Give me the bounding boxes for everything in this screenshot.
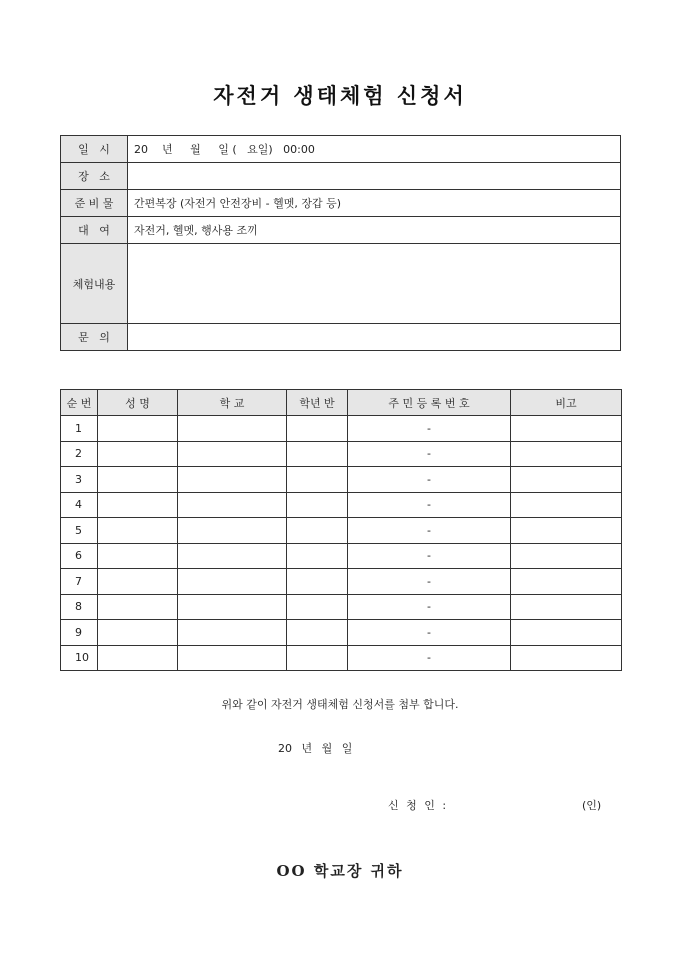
info-label: 일 시	[61, 136, 128, 163]
document-title: 자전거 생태체험 신청서	[213, 83, 467, 108]
info-row	[61, 136, 621, 163]
roster-row	[61, 441, 622, 467]
submission-statement: 위와 같이 자전거 생태체험 신청서를 첨부 합니다.	[221, 698, 459, 711]
info-label: 문 의	[61, 324, 128, 351]
remarks-cell[interactable]	[511, 467, 622, 493]
roster-column-header: 학년 반	[287, 390, 348, 416]
resident-number-cell[interactable]: -	[348, 645, 511, 671]
remarks-cell[interactable]	[511, 645, 622, 671]
school-cell[interactable]	[178, 467, 287, 493]
roster-row-number: 1	[61, 416, 98, 442]
resident-number-cell[interactable]: -	[348, 416, 511, 442]
resident-number-cell[interactable]: -	[348, 467, 511, 493]
roster-row	[61, 594, 622, 620]
info-label: 장 소	[61, 163, 128, 190]
grade-class-cell[interactable]	[287, 543, 348, 569]
info-row	[61, 324, 621, 351]
info-value[interactable]	[128, 244, 621, 324]
school-cell[interactable]	[178, 543, 287, 569]
info-row	[61, 163, 621, 190]
addressee: OO 학교장 귀하	[276, 862, 404, 880]
grade-class-cell[interactable]	[287, 620, 348, 646]
roster-row	[61, 492, 622, 518]
resident-number-cell[interactable]: -	[348, 620, 511, 646]
roster-row-number: 4	[61, 492, 98, 518]
roster-row	[61, 569, 622, 595]
school-cell[interactable]	[178, 620, 287, 646]
resident-number-cell[interactable]: -	[348, 492, 511, 518]
roster-column-header: 성 명	[98, 390, 178, 416]
school-cell[interactable]	[178, 594, 287, 620]
roster-row	[61, 620, 622, 646]
roster-row	[61, 543, 622, 569]
info-value[interactable]: 간편복장 (자전거 안전장비 - 헬멧, 장갑 등)	[128, 190, 621, 217]
info-value[interactable]: 자전거, 헬멧, 행사용 조끼	[128, 217, 621, 244]
name-cell[interactable]	[98, 518, 178, 544]
info-value[interactable]	[128, 324, 621, 351]
remarks-cell[interactable]	[511, 441, 622, 467]
grade-class-cell[interactable]	[287, 569, 348, 595]
school-cell[interactable]	[178, 645, 287, 671]
roster-row-number: 8	[61, 594, 98, 620]
info-row	[61, 190, 621, 217]
grade-class-cell[interactable]	[287, 416, 348, 442]
roster-row	[61, 467, 622, 493]
roster-column-header: 순 번	[61, 390, 98, 416]
roster-column-header: 비고	[511, 390, 622, 416]
roster-row-number: 9	[61, 620, 98, 646]
name-cell[interactable]	[98, 441, 178, 467]
roster-row	[61, 518, 622, 544]
info-row	[61, 244, 621, 324]
name-cell[interactable]	[98, 594, 178, 620]
school-cell[interactable]	[178, 416, 287, 442]
grade-class-cell[interactable]	[287, 645, 348, 671]
grade-class-cell[interactable]	[287, 467, 348, 493]
grade-class-cell[interactable]	[287, 441, 348, 467]
participant-roster-table	[60, 389, 622, 671]
info-row	[61, 217, 621, 244]
roster-row-number: 5	[61, 518, 98, 544]
name-cell[interactable]	[98, 645, 178, 671]
event-info-table	[60, 135, 621, 351]
resident-number-cell[interactable]: -	[348, 441, 511, 467]
roster-row-number: 6	[61, 543, 98, 569]
info-label: 대 여	[61, 217, 128, 244]
remarks-cell[interactable]	[511, 543, 622, 569]
grade-class-cell[interactable]	[287, 492, 348, 518]
grade-class-cell[interactable]	[287, 594, 348, 620]
name-cell[interactable]	[98, 569, 178, 595]
resident-number-cell[interactable]: -	[348, 543, 511, 569]
remarks-cell[interactable]	[511, 492, 622, 518]
info-label: 준 비 물	[61, 190, 128, 217]
school-cell[interactable]	[178, 518, 287, 544]
info-label: 체험내용	[61, 244, 128, 324]
roster-row-number: 10	[61, 645, 98, 671]
name-cell[interactable]	[98, 620, 178, 646]
applicant-label: 신 청 인 :	[388, 799, 449, 812]
school-cell[interactable]	[178, 569, 287, 595]
roster-row-number: 2	[61, 441, 98, 467]
info-value[interactable]: 20 년 월 일 ( 요일) 00:00	[128, 136, 621, 163]
school-cell[interactable]	[178, 492, 287, 518]
remarks-cell[interactable]	[511, 569, 622, 595]
application-date: 20 년 월 일	[278, 742, 353, 755]
remarks-cell[interactable]	[511, 620, 622, 646]
roster-row-number: 3	[61, 467, 98, 493]
name-cell[interactable]	[98, 543, 178, 569]
remarks-cell[interactable]	[511, 518, 622, 544]
roster-row	[61, 416, 622, 442]
roster-column-header: 학 교	[178, 390, 287, 416]
remarks-cell[interactable]	[511, 594, 622, 620]
resident-number-cell[interactable]: -	[348, 569, 511, 595]
info-value[interactable]	[128, 163, 621, 190]
grade-class-cell[interactable]	[287, 518, 348, 544]
roster-column-header: 주 민 등 록 번 호	[348, 390, 511, 416]
resident-number-cell[interactable]: -	[348, 594, 511, 620]
roster-row-number: 7	[61, 569, 98, 595]
seal-mark: (인)	[582, 799, 602, 812]
resident-number-cell[interactable]: -	[348, 518, 511, 544]
name-cell[interactable]	[98, 492, 178, 518]
roster-row	[61, 645, 622, 671]
name-cell[interactable]	[98, 416, 178, 442]
remarks-cell[interactable]	[511, 416, 622, 442]
name-cell[interactable]	[98, 467, 178, 493]
school-cell[interactable]	[178, 441, 287, 467]
